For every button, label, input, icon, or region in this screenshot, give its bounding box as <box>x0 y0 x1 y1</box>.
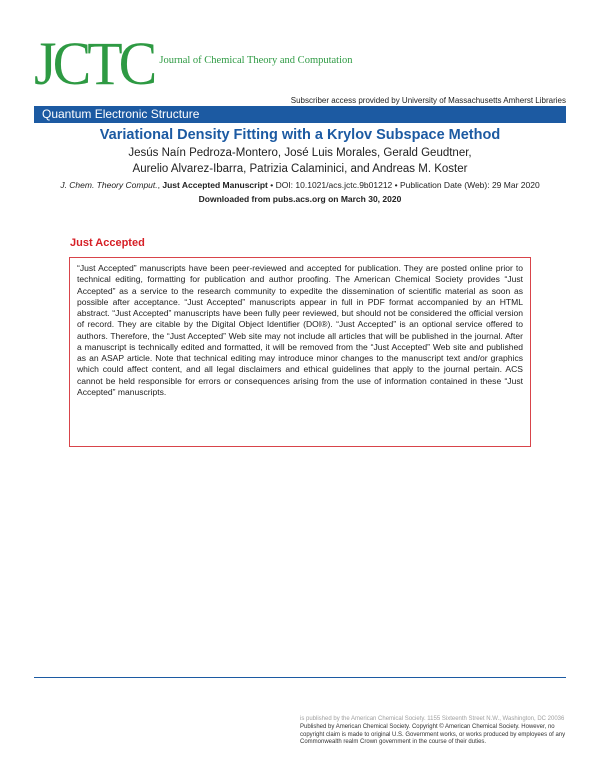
section-banner: Quantum Electronic Structure <box>34 106 566 123</box>
just-accepted-heading: Just Accepted <box>70 237 145 249</box>
footer-notes <box>300 716 570 747</box>
publisher-address: is published by the American Chemical Society. 1155 Sixteenth Street N.W., Washington, DC 20036 <box>300 716 565 722</box>
article-title: Variational Density Fitting with a Krylov Subspace Method <box>99 127 501 143</box>
authors-line-2: Aurelio Alvarez-Ibarra, Patrizia Calaminici, and Andreas M. Koster <box>132 162 468 175</box>
journal-full-name: Journal of Chemical Theory and Computation <box>159 55 353 66</box>
just-accepted-notice-box <box>69 257 531 447</box>
copyright-notice: Published by American Chemical Society. Copyright © American Chemical Society. However, no copyright claim is made to original U.S. Government works, or works produced by employees of any Commonwealth realm Crown government in the course of their duties. <box>300 723 566 746</box>
citation-journal: J. Chem. Theory Comput. <box>60 180 158 190</box>
just-accepted-notice-text: “Just Accepted” manuscripts have been peer-reviewed and accepted for publication. They are posted online prior to technical editing, formatting for publication and author proofing. The American Chemical Society provides “Just Accepted” as a service to the research community to expedite the dissemination of scientific material as soon as possible after acceptance. “Just Accepted” manuscripts appear in full in PDF format accompanied by an HTML abstract. “Just Accepted” manuscripts have been fully peer reviewed, but should not be considered the official version of record. They are citable by the Digital Object Identifier (DOI®). “Just Accepted” is an optional service offered to authors. Therefore, the “Just Accepted” Web site may not include all articles that will be published in the journal. After a manuscript is technically edited and formatted, it will be removed from the “Just Accepted” Web site and published as an ASAP article. Note that technical editing may introduce minor changes to the manuscript text and/or graphics which could affect content, and all legal disclaimers and ethical guidelines that apply to the journal pertain. ACS cannot be held responsible for errors or consequences arising from the use of information contained in these “Just Accepted” manuscripts. <box>77 263 523 397</box>
article-authors <box>34 146 566 177</box>
subscriber-access-notice: Subscriber access provided by University of Massachusetts Amherst Libraries <box>290 96 566 105</box>
authors-line-1: Jesús Naín Pedroza-Montero, José Luis Morales, Gerald Geudtner, <box>128 147 472 159</box>
citation-line: J. Chem. Theory Comput., Just Accepted Manuscript • DOI: 10.1021/acs.jctc.9b01212 • Publication Date (Web): 29 Mar 2020 <box>60 180 540 190</box>
citation-status: Just Accepted Manuscript <box>162 180 268 190</box>
download-notice: Downloaded from pubs.acs.org on March 30, 2020 <box>198 194 402 204</box>
footer-divider <box>34 677 566 678</box>
citation-doi-date: • DOI: 10.1021/acs.jctc.9b01212 • Publication Date (Web): 29 Mar 2020 <box>270 180 540 190</box>
journal-logo <box>34 29 353 98</box>
journal-logo-mark: JCTC <box>34 29 154 98</box>
